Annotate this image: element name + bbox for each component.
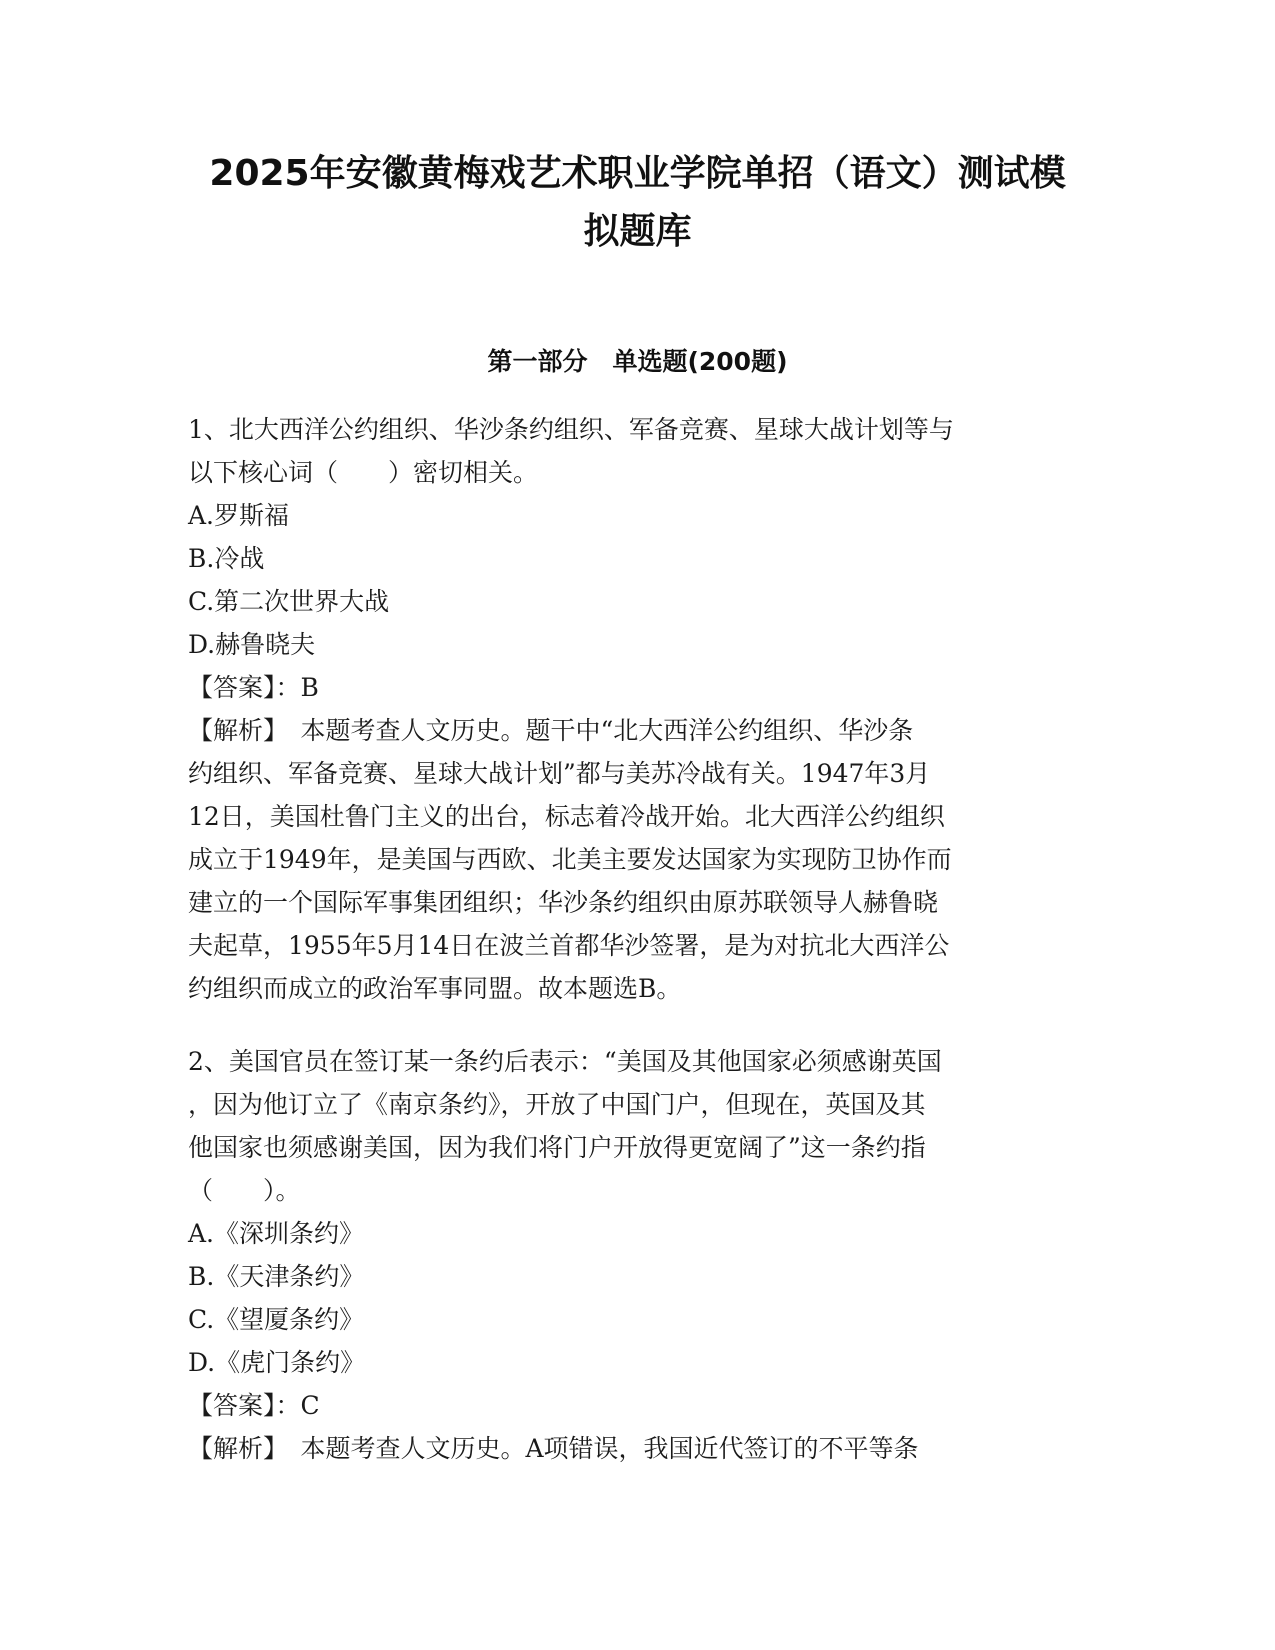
- question-stem-line: （ ）。: [188, 1176, 301, 1205]
- document-title: [150, 145, 1125, 261]
- option-d: D.《虎门条约》: [188, 1348, 366, 1377]
- option-a: A.《深圳条约》: [188, 1219, 365, 1248]
- answer-line: 【答案】：C: [188, 1391, 320, 1420]
- option-c: C.第二次世界大战: [188, 587, 390, 616]
- question-1: [188, 408, 1088, 1010]
- analysis-line: 约组织、军备竞赛、星球大战计划”都与美苏冷战有关。1947年3月: [188, 759, 931, 788]
- section-heading: 第一部分 单选题(200题): [487, 347, 788, 376]
- analysis-line: 【解析】 本题考查人文历史。A项错误，我国近代签订的不平等条: [188, 1434, 919, 1463]
- option-c: C.《望厦条约》: [188, 1305, 365, 1334]
- analysis-line: 【解析】 本题考查人文历史。题干中“北大西洋公约组织、华沙条: [188, 716, 914, 745]
- question-stem-line: 他国家也须感谢美国，因为我们将门户开放得更宽阔了”这一条约指: [188, 1133, 926, 1162]
- answer-line: 【答案】：B: [188, 673, 319, 702]
- question-stem-line: 1、北大西洋公约组织、华沙条约组织、军备竞赛、星球大战计划等与: [188, 415, 954, 444]
- analysis-line: 12日，美国杜鲁门主义的出台，标志着冷战开始。北大西洋公约组织: [188, 802, 945, 831]
- question-2: [188, 1040, 1088, 1470]
- analysis-line: 夫起草，1955年5月14日在波兰首都华沙签署，是为对抗北大西洋公: [188, 931, 950, 960]
- analysis-line: 约组织而成立的政治军事同盟。故本题选B。: [188, 974, 682, 1003]
- analysis-line: 建立的一个国际军事集团组织；华沙条约组织由原苏联领导人赫鲁晓: [188, 888, 939, 917]
- question-stem-line: ，因为他订立了《南京条约》，开放了中国门户，但现在，英国及其: [188, 1090, 926, 1119]
- title-line-2: 拟题库: [583, 211, 692, 252]
- question-stem-line: 以下核心词（ ）密切相关。: [188, 458, 539, 487]
- analysis-line: 成立于1949年，是美国与西欧、北美主要发达国家为实现防卫协作而: [188, 845, 952, 874]
- option-b: B.《天津条约》: [188, 1262, 365, 1291]
- option-a: A.罗斯福: [188, 501, 290, 530]
- option-b: B.冷战: [188, 544, 265, 573]
- question-stem-line: 2、美国官员在签订某一条约后表示：“美国及其他国家必须感谢英国: [188, 1047, 942, 1076]
- option-d: D.赫鲁晓夫: [188, 630, 316, 659]
- title-line-1: 2025年安徽黄梅戏艺术职业学院单招（语文）测试模: [209, 153, 1066, 194]
